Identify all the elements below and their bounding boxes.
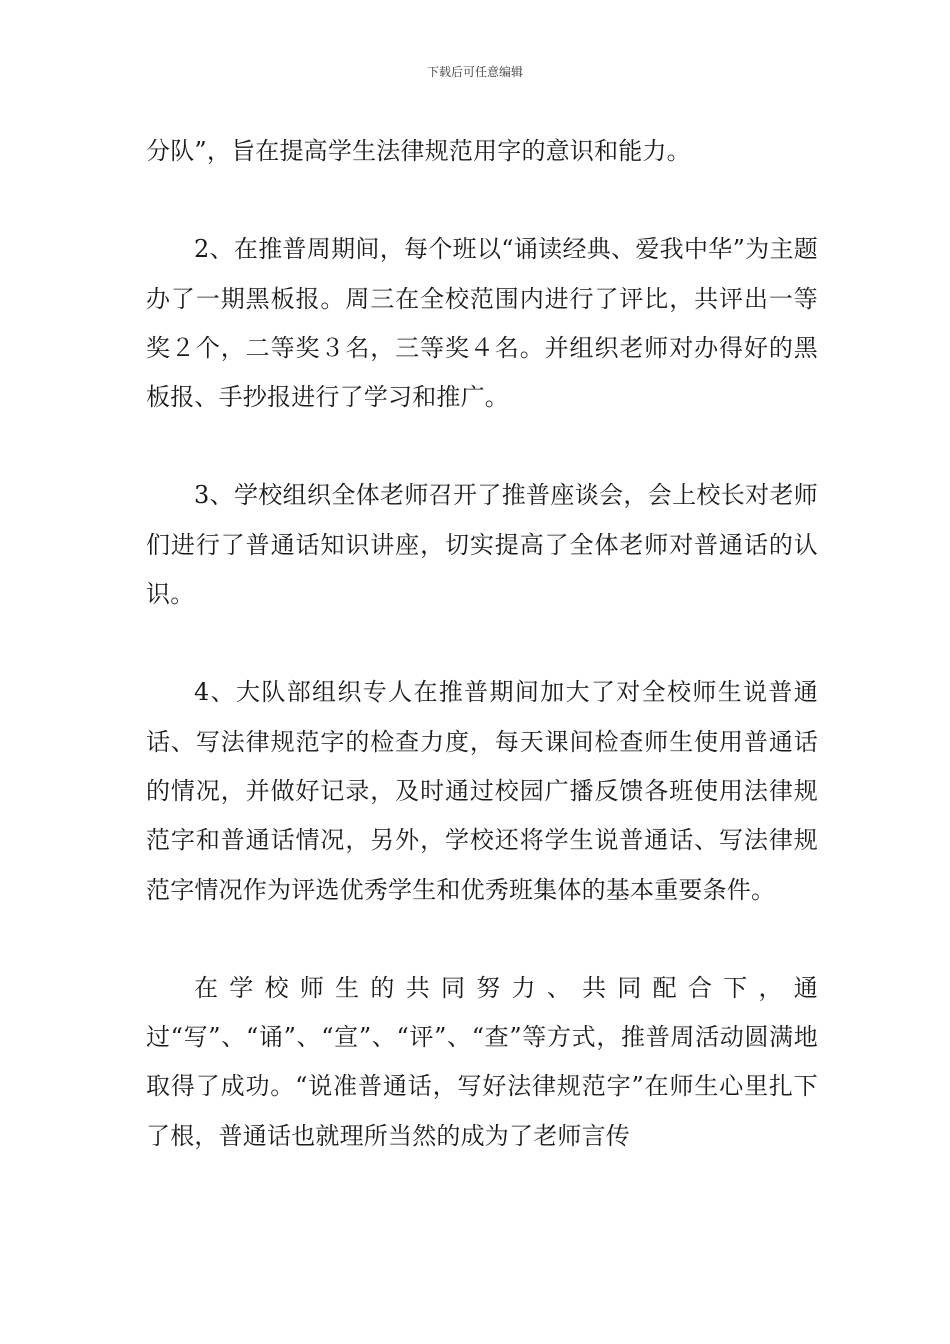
paragraph-gap: [146, 422, 818, 471]
paragraph-continuation: 分队”，旨在提高学生法律规范用字的意识和能力。: [146, 137, 691, 165]
document-body: [146, 127, 818, 1161]
paragraph-gap: [146, 619, 818, 668]
paragraph-gap: [146, 176, 818, 225]
paragraph-gap: [146, 915, 818, 964]
paragraph-item-2: 2、在推普周期间，每个班以“诵读经典、爱我中华”为主题办了一期黑板报。周三在全校范围内进行了评比，共评出一等奖２个，二等奖３名，三等奖４名。并组织老师对办得好的黑板报、手抄报进行了学习和推广。: [146, 235, 818, 412]
paragraph-summary: 在学校师生的共同努力、共同配合下，通过“写”、“诵”、“宣”、“评”、“查”等方式，推普周活动圆满地取得了成功。“说准普通话，写好法律规范字”在师生心里扎下了根，普通话也就理所当然的成为了老师言传: [146, 973, 818, 1150]
paragraph-item-3: 3、学校组织全体老师召开了推普座谈会，会上校长对老师们进行了普通话知识讲座，切实提高了全体老师对普通话的认识。: [146, 481, 818, 609]
paragraph-item-4: 4、大队部组织专人在推普期间加大了对全校师生说普通话、写法律规范字的检查力度，每天课间检查师生使用普通话的情况，并做好记录，及时通过校园广播反馈各班使用法律规范字和普通话情况，另外，学校还将学生说普通话、写法律规范字情况作为评选优秀学生和优秀班集体的基本重要条件。: [146, 678, 818, 904]
page-header: 下载后可任意编辑: [426, 65, 523, 79]
